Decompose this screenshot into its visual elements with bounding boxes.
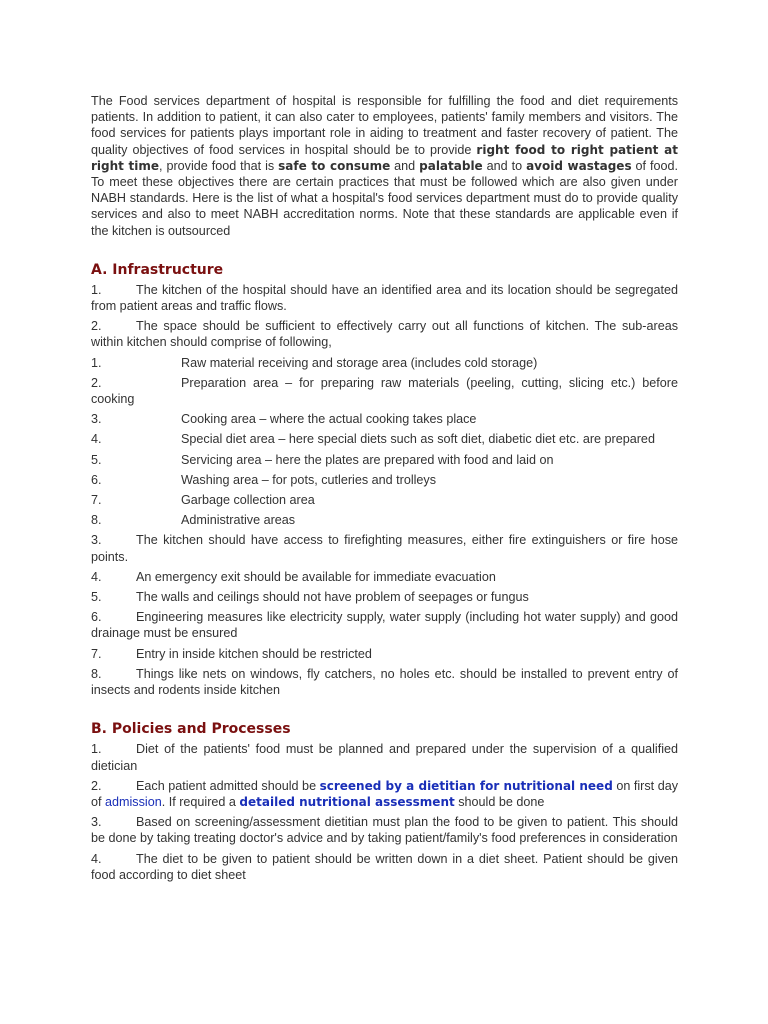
section-b-item — [91, 778, 678, 810]
section-a-item — [91, 609, 678, 641]
sub-item-number: 4. — [91, 432, 102, 447]
sub-item-text: Cooking area – where the actual cooking takes place — [181, 412, 477, 427]
sub-item-number: 1. — [91, 355, 102, 370]
intro-text-5: of food. To meet these objectives there are certain practices that must be followed which are also given under NABH standards. Here is the list of what a hospital's food services department must do to provide quality services and also to meet NABH accreditation norms. Note that these standards are applicable even if the kitchen is outsourced — [91, 158, 678, 238]
section-b-heading: B. Policies and Processes — [91, 721, 291, 738]
document-content — [91, 93, 678, 887]
section-a-item — [91, 589, 678, 605]
item-text: An emergency exit should be available for immediate evacuation — [136, 569, 496, 584]
sub-item-text: Preparation area – for preparing raw materials (peeling, cutting, slicing etc.) before cooking — [91, 375, 678, 407]
intro-text-1: The Food services department of hospital is responsible for fulfilling the food and diet requirements patients. In addition to patient, it can also cater to employees, patients' family members and visitors. The food services for patients plays important role in aiding to treatment and faster recovery of patient. The quality objectives of food services in hospital should be to provide — [91, 94, 678, 157]
item-text: The space should be sufficient to effectively carry out all functions of kitchen. The sub-areas within kitchen should comprise of following, — [91, 319, 678, 350]
item-number: 4. — [91, 569, 102, 584]
section-a-item — [91, 318, 678, 350]
sub-item-text: Administrative areas — [181, 513, 296, 528]
sub-item-number: 8. — [91, 513, 102, 528]
item-text: should be done — [454, 794, 545, 809]
item-number: 1. — [91, 282, 102, 297]
item-text: Based on screening/assessment dietitian must plan the food to be given to patient. This should be done by taking treating doctor's advice and by taking patient/family's food preferences in consideration — [91, 815, 678, 846]
intro-text-4: and to — [482, 158, 527, 173]
item-number: 1. — [91, 742, 102, 757]
item-number: 8. — [91, 666, 102, 681]
item-text: The walls and ceilings should not have problem of seepages or fungus — [136, 590, 529, 605]
admission-link[interactable]: admission — [105, 794, 162, 809]
section-spacer — [91, 702, 678, 720]
sub-item-text: Special diet area – here special diets such as soft diet, diabetic diet etc. are prepared — [181, 432, 655, 447]
intro-text-2: , provide food that is — [159, 158, 279, 173]
section-a-heading: A. Infrastructure — [91, 261, 224, 278]
sub-item — [91, 375, 678, 407]
sub-item — [91, 452, 678, 468]
item-text: The kitchen should have access to firefighting measures, either fire extinguishers or fire hose points. — [91, 533, 678, 564]
item-number: 4. — [91, 851, 102, 866]
item-number: 7. — [91, 646, 102, 661]
sub-item-number: 3. — [91, 412, 102, 427]
intro-bold-wastages: avoid wastages — [526, 158, 632, 173]
section-b-item — [91, 814, 678, 846]
section-b-item — [91, 741, 678, 773]
item-number: 3. — [91, 533, 102, 548]
item-text: on first day of — [91, 778, 678, 809]
item-text: Engineering measures like electricity supply, water supply (including hot water supply) and good drainage must be ensured — [91, 610, 678, 641]
screened-by-dietitian-link[interactable]: screened by a dietitian for nutritional need — [319, 778, 613, 793]
intro-text-3: and — [390, 158, 420, 173]
sub-item-text: Servicing area – here the plates are prepared with food and laid on — [181, 452, 554, 467]
item-number: 2. — [91, 778, 102, 793]
item-number: 6. — [91, 610, 102, 625]
nutritional-assessment-link[interactable]: detailed nutritional assessment — [239, 794, 455, 809]
item-text: . If required a — [161, 794, 240, 809]
item-text: The kitchen of the hospital should have an identified area and its location should be segregated from patient areas and traffic flows. — [91, 282, 678, 314]
sub-item-number: 2. — [91, 375, 102, 390]
section-a-item — [91, 569, 678, 585]
intro-bold-safe: safe to consume — [278, 158, 391, 173]
sub-item-number: 7. — [91, 493, 102, 508]
sub-item-number: 5. — [91, 452, 102, 467]
item-text: Things like nets on windows, fly catchers, no holes etc. should be installed to prevent entry of insects and rodents inside kitchen — [91, 666, 678, 698]
item-text: Entry in inside kitchen should be restricted — [136, 646, 372, 661]
sub-item — [91, 512, 678, 528]
intro-bold-right-food: right food to right patient at right time — [91, 142, 678, 173]
item-text: The diet to be given to patient should be written down in a diet sheet. Patient should be given food according to diet sheet — [91, 851, 678, 882]
sub-item — [91, 492, 678, 508]
section-b-item — [91, 851, 678, 883]
section-a-item — [91, 666, 678, 698]
sub-item-number: 6. — [91, 472, 102, 487]
item-number: 5. — [91, 590, 102, 605]
intro-paragraph — [91, 93, 678, 239]
sub-item-text: Raw material receiving and storage area (includes cold storage) — [181, 355, 538, 370]
sub-item — [91, 431, 678, 447]
section-a-item — [91, 282, 678, 314]
sub-item — [91, 355, 678, 371]
section-a-item — [91, 646, 678, 662]
item-number: 3. — [91, 815, 102, 830]
sub-item — [91, 411, 678, 427]
section-a-item — [91, 532, 678, 564]
item-text: Each patient admitted should be — [136, 778, 320, 793]
item-text: Diet of the patients' food must be planned and prepared under the supervision of a qualified dietician — [91, 742, 678, 773]
intro-bold-palatable: palatable — [419, 158, 483, 173]
item-number: 2. — [91, 319, 102, 334]
sub-item — [91, 472, 678, 488]
sub-item-text: Garbage collection area — [181, 493, 315, 508]
sub-item-text: Washing area – for pots, cutleries and trolleys — [181, 472, 437, 487]
